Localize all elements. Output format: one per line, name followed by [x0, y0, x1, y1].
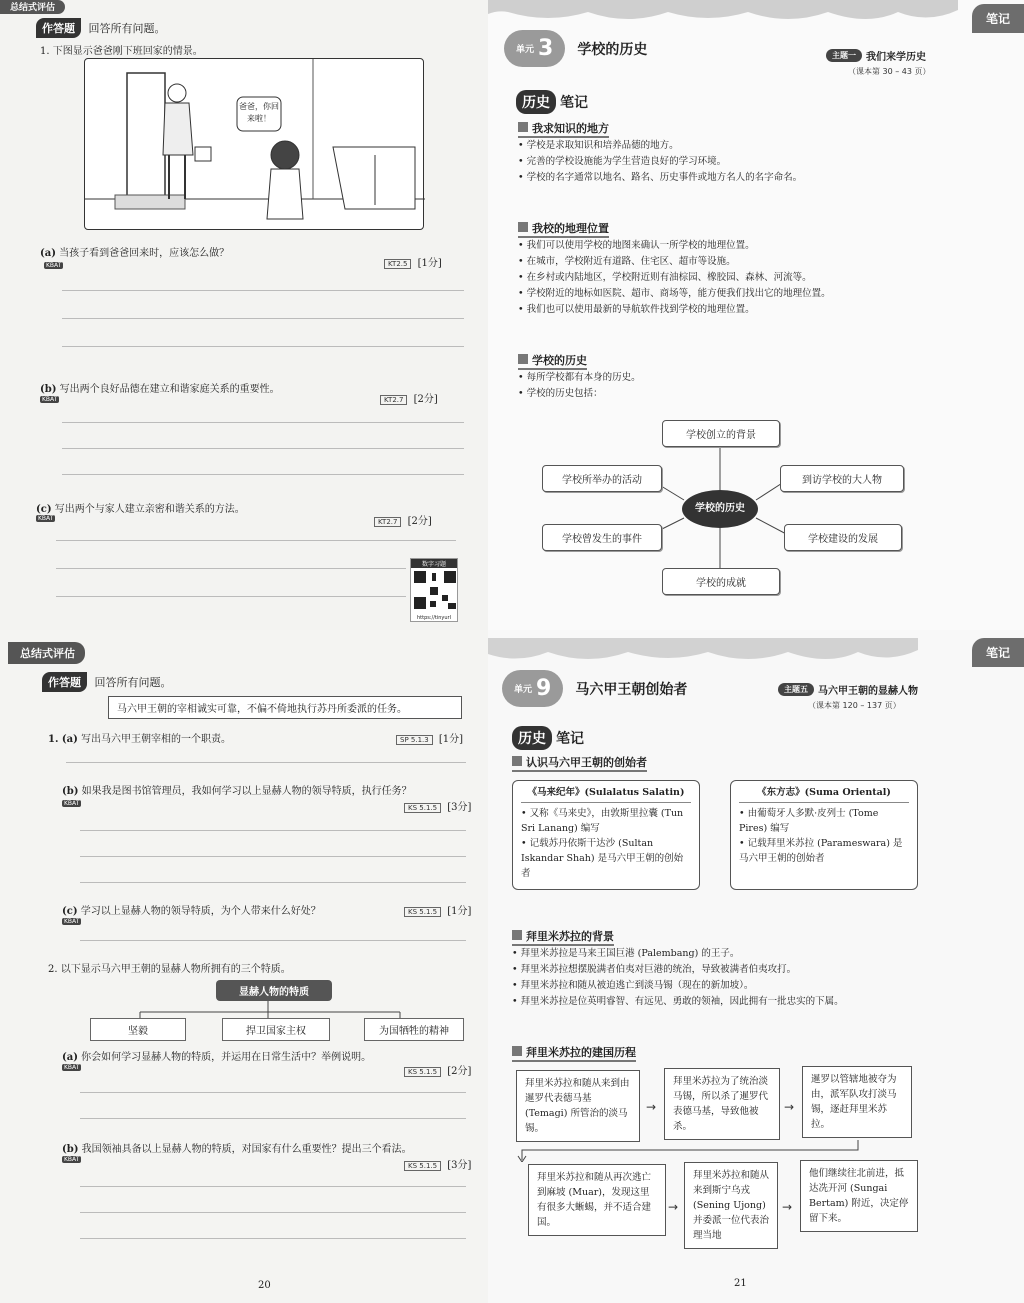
question-1c: [36, 500, 245, 515]
notes-corner-tab: 笔记: [972, 638, 1024, 667]
card-item: • 记载拜里米苏拉 (Parameswara) 是马六甲王朝的创始者: [739, 838, 903, 864]
instruction-row: [42, 672, 172, 692]
answer-line[interactable]: [56, 540, 456, 541]
source-card: [730, 780, 918, 890]
list-item: • 拜里米苏拉是马来王国巨港 (Palembang) 的王子。: [512, 946, 1012, 962]
textbook-ref: （课本第 30 – 43 页）: [848, 67, 931, 76]
question-2b: [62, 1140, 412, 1155]
skill-code: SP 5.1.3: [396, 735, 433, 745]
list-item: • 学校的名字通常以地名、路名、历史事件或地方名人的名字命名。: [518, 170, 998, 186]
answer-line[interactable]: [62, 346, 464, 347]
list-item: • 在城市，学校附近有道路、住宅区、超市等设施。: [518, 254, 1008, 270]
skill-code: KS 5.1.5: [404, 907, 441, 917]
history-notes-heading: [516, 90, 588, 114]
instruction-row: [36, 18, 166, 38]
card-item: • 由葡萄牙人多默·皮列士 (Tome Pires) 编写: [739, 808, 879, 834]
trait-item: 坚毅: [90, 1018, 186, 1041]
theme-text: 马六甲王朝的显赫人物: [818, 686, 918, 697]
skill-code: KT2.7: [374, 517, 401, 527]
theme-label: 主题五: [778, 683, 814, 696]
question-1c: [62, 902, 321, 917]
marks: [1分]: [438, 734, 464, 745]
page-number: 20: [258, 1280, 271, 1291]
question-1c-meta: [404, 902, 471, 917]
qr-label: 数字习题: [411, 559, 457, 568]
skill-code: KS 5.1.5: [404, 1161, 441, 1171]
arrow-right-icon: →: [646, 1100, 657, 1114]
list-item: • 学校的历史包括：: [518, 386, 998, 402]
marks: [1分]: [447, 906, 472, 917]
kbat-badge: KBAT: [64, 800, 80, 807]
flow-step: 拜里米苏拉和随从来到斯宁乌戎 (Sening Ujong) 并委派一位代表治理当地: [684, 1162, 778, 1249]
mind-map-node: 学校的成就: [662, 568, 780, 595]
card-title: 《东方志》(Suma Oriental): [739, 785, 909, 803]
list-item: • 每所学校都有本身的历史。: [518, 370, 998, 386]
skill-code: KS 5.1.5: [404, 1067, 441, 1077]
trait-item: 为国牺牲的精神: [364, 1018, 464, 1041]
q-label: (a): [62, 1052, 78, 1063]
q-label: (c): [62, 906, 78, 917]
q-label: (b): [62, 786, 79, 797]
trait-item: 捍卫国家主权: [222, 1018, 330, 1041]
answer-line[interactable]: [62, 318, 464, 319]
question-1a: [40, 244, 229, 259]
answer-line[interactable]: [80, 1238, 466, 1239]
card-item: • 又称《马来史》，由敦斯里拉囊 (Tun Sri Lanang) 编写: [521, 808, 684, 834]
answer-line[interactable]: [80, 1212, 466, 1213]
list-item: • 我们也可以使用最新的导航软件找到学校的地理位置。: [518, 302, 1008, 318]
kbat-badge: KBAT: [38, 515, 54, 522]
question-1a-meta: [384, 254, 442, 269]
answer-line[interactable]: [56, 596, 406, 597]
kbat-badge: KBAT: [42, 396, 58, 403]
theme-label: 主题一: [826, 49, 862, 62]
page-top-left: [0, 0, 488, 630]
quote-box: 马六甲王朝的宰相诚实可靠，不偏不倚地执行苏丹所委派的任务。: [108, 696, 462, 719]
skill-code: KT2.7: [380, 395, 407, 405]
question-1a-meta: [396, 730, 463, 745]
qr-pattern: [412, 569, 458, 611]
unit-word: 单元: [514, 685, 533, 695]
q-label: 1. (a): [48, 734, 78, 745]
flow-step: 他们继续往北前进，抵达冼开河 (Sungai Bertam) 附近，决定停留下来。: [800, 1160, 918, 1232]
card-title: 《马来纪年》(Sulalatus Salatin): [521, 785, 691, 803]
list-item: • 在乡村或内陆地区，学校附近则有油棕园、橡胶园、森林、河流等。: [518, 270, 1008, 286]
theme-text: 我们来学历史: [866, 52, 926, 63]
question-1b: [62, 782, 412, 797]
answer-line[interactable]: [80, 940, 466, 941]
mind-map-node: 学校建设的发展: [784, 524, 902, 551]
cloud-banner: [488, 0, 1024, 30]
speech-bubble-text: 爸爸，你回来啦！: [239, 102, 279, 123]
question-1b: [40, 380, 280, 395]
kbat-badge: KBAT: [64, 1064, 80, 1071]
q-text: 学习以上显赫人物的领导特质，为个人带来什么好处？: [80, 906, 321, 917]
marks: [2分]: [407, 516, 432, 527]
section-heading: 学校的历史: [518, 352, 587, 370]
answer-line[interactable]: [62, 422, 464, 423]
q-text: 我国领袖具备以上显赫人物的特质，对国家有什么重要性？提出三个看法。: [81, 1144, 412, 1155]
list-item: • 完善的学校设施能为学生营造良好的学习环境。: [518, 154, 998, 170]
list-item: • 拜里米苏拉是位英明睿智、有远见、勇敢的领袖，因此拥有一批忠实的下属。: [512, 994, 1012, 1010]
marks: [3分]: [447, 1160, 472, 1171]
unit-cloud: [504, 30, 565, 67]
unit-word: 单元: [516, 45, 535, 55]
scene-drawing: [85, 59, 425, 231]
textbook-ref: （课本第 120 – 137 页）: [808, 701, 901, 710]
list-item: • 拜里米苏拉想摆脱满者伯夷对巨港的统治，导致被满者伯夷攻打。: [512, 962, 1012, 978]
arrow-right-icon: →: [784, 1100, 795, 1114]
instruction-text: 回答所有问题。: [88, 22, 166, 35]
unit-number: 9: [536, 676, 552, 701]
page-top-right: [488, 0, 1024, 630]
section-2-list: [518, 238, 1008, 318]
arrow-right-icon: →: [782, 1200, 793, 1214]
q-label: (b): [62, 1144, 79, 1155]
background-list: [512, 946, 1012, 1010]
unit-number: 3: [538, 36, 554, 61]
question-2: 2. 以下显示马六甲王朝的显赫人物所拥有的三个特质。: [48, 964, 291, 975]
answer-line[interactable]: [62, 290, 464, 291]
q-text: 当孩子看到爸爸回来时，应该怎么做？: [59, 248, 230, 259]
list-item: • 学校附近的地标如医院、超市、商场等，能方便我们找出它的地理位置。: [518, 286, 1008, 302]
section-heading: 拜里米苏拉的背景: [512, 928, 614, 946]
traits-heading: 显赫人物的特质: [216, 980, 332, 1001]
question-2a-meta: [404, 1062, 471, 1077]
flow-step: 暹罗以管辖地被夺为由，派军队攻打淡马锡，逐赶拜里米苏拉。: [802, 1066, 912, 1138]
q-text: 你会如何学习显赫人物的特质，并运用在日常生活中？举例说明。: [81, 1052, 372, 1063]
theme-pill: [778, 682, 918, 697]
marks: [2分]: [413, 394, 438, 405]
notes-label: 笔记: [560, 95, 588, 111]
q-text: 写出两个良好品德在建立和谐家庭关系的重要性。: [59, 384, 280, 395]
answer-line[interactable]: [56, 568, 406, 569]
qr-url: https://tinyurl: [416, 615, 451, 621]
mind-map-center: 学校的历史: [682, 490, 758, 528]
page-bottom-right: [488, 630, 1024, 1303]
list-item: • 我们可以使用学校的地图来确认一所学校的地理位置。: [518, 238, 1008, 254]
unit-title: 学校的历史: [577, 41, 648, 58]
section-heading: 拜里米苏拉的建国历程: [512, 1044, 636, 1062]
answer-line[interactable]: [80, 882, 466, 883]
flow-return-connector: [508, 1138, 928, 1162]
answer-tag: 作答题: [42, 672, 87, 692]
page-bottom-left: [0, 630, 488, 1303]
card-item: • 记载苏丹依斯干达沙 (Sultan Iskandar Shah) 是马六甲王朝的创始者: [521, 838, 684, 879]
kbat-badge: KBAT: [46, 262, 62, 269]
section-1-list: [518, 138, 998, 186]
answer-line[interactable]: [80, 1118, 466, 1119]
page-number: 21: [734, 1278, 747, 1289]
answer-tag: 作答题: [36, 18, 81, 38]
flow-step: 拜里米苏拉和随从来到由暹罗代表德马基 (Temagi) 所管治的淡马锡。: [516, 1070, 640, 1142]
section-tab: 总结式评估: [0, 0, 65, 14]
answer-line[interactable]: [66, 762, 466, 763]
marks: [2分]: [447, 1066, 472, 1077]
section-tab: 总结式评估: [8, 642, 85, 664]
instruction-text: 回答所有问题。: [94, 676, 172, 689]
q-text: 如果我是图书馆管理员，我如何学习以上显赫人物的领导特质，执行任务？: [81, 786, 412, 797]
answer-line[interactable]: [62, 474, 464, 475]
kbat-badge: KBAT: [64, 918, 80, 925]
mind-map-node: 到访学校的大人物: [780, 465, 904, 492]
notes-corner-tab: 笔记: [972, 4, 1024, 33]
notes-label: 笔记: [556, 731, 584, 747]
q-text: 写出马六甲王朝宰相的一个职责。: [81, 734, 232, 745]
question-1a: [48, 730, 231, 745]
history-label: 历史: [512, 726, 552, 750]
list-item: • 拜里米苏拉和随从被迫逃亡到淡马锡（现在的新加坡）。: [512, 978, 1012, 994]
question-1c-meta: [374, 512, 432, 527]
mind-map-node: 学校曾发生的事件: [542, 524, 662, 551]
list-item: • 学校是求取知识和培养品德的地方。: [518, 138, 998, 154]
q-label: (c): [36, 504, 52, 515]
unit-badge: [504, 30, 647, 67]
answer-line[interactable]: [80, 830, 466, 831]
mind-map-node: 学校所举办的活动: [542, 465, 662, 492]
q-label: (a): [40, 248, 56, 259]
history-notes-heading: [512, 726, 584, 750]
q-label: (b): [40, 384, 57, 395]
answer-line[interactable]: [62, 448, 464, 449]
unit-badge: [502, 670, 687, 707]
flow-step: 拜里米苏拉为了统治淡马锡，所以杀了暹罗代表德马基，导致他被杀。: [664, 1068, 780, 1140]
question-1: 1. 下图显示爸爸刚下班回家的情景。: [40, 46, 203, 57]
section-heading: 我求知识的地方: [518, 120, 609, 138]
unit-title: 马六甲王朝创始者: [575, 681, 688, 698]
q-text: 写出两个与家人建立亲密和谐关系的方法。: [54, 504, 245, 515]
question-1b-meta: [404, 798, 471, 813]
section-3-list: [518, 370, 998, 402]
question-2a: [62, 1048, 371, 1063]
skill-code: KT2.5: [384, 259, 411, 269]
home-scene-illustration: [84, 58, 424, 230]
skill-code: KS 5.1.5: [404, 803, 441, 813]
qr-code[interactable]: [410, 558, 458, 622]
section-heading: 认识马六甲王朝的创始者: [512, 754, 647, 772]
kbat-badge: KBAT: [64, 1156, 80, 1163]
marks: [3分]: [447, 802, 472, 813]
question-2b-meta: [404, 1156, 471, 1171]
arrow-right-icon: →: [668, 1200, 679, 1214]
history-label: 历史: [516, 90, 556, 114]
unit-cloud: [502, 670, 563, 707]
section-heading: 我校的地理位置: [518, 220, 609, 238]
source-card: [512, 780, 700, 890]
answer-line[interactable]: [80, 1186, 466, 1187]
answer-line[interactable]: [80, 1092, 466, 1093]
theme-pill: [826, 48, 926, 63]
answer-line[interactable]: [80, 856, 466, 857]
question-1b-meta: [380, 390, 438, 405]
mind-map-node: 学校创立的背景: [662, 420, 780, 447]
marks: [1分]: [417, 258, 442, 269]
cloud-banner: [488, 630, 1024, 670]
flow-step: 拜里米苏拉和随从再次逃亡到麻坡 (Muar)，发现这里有很多大蜥蜴，并不适合建国。: [528, 1164, 666, 1236]
